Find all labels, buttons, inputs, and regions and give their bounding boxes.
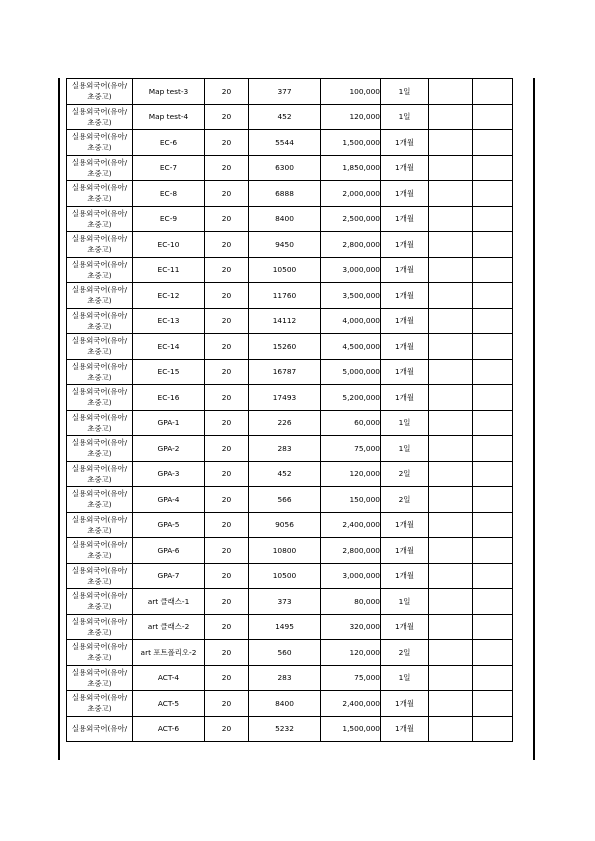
empty-cell [473,79,513,105]
duration-cell: 1일 [381,104,429,130]
capacity-cell: 20 [205,130,249,156]
count-cell: 15260 [249,334,321,360]
empty-cell [429,538,473,564]
subject-cell [67,640,133,666]
empty-cell [473,359,513,385]
course-name-cell: Map test-3 [133,79,205,105]
subject-cell [67,614,133,640]
duration-cell: 1개월 [381,385,429,411]
subject-line-2: 초중고) [87,321,112,331]
duration-cell: 1일 [381,589,429,615]
subject-line-2: 초중고) [87,92,112,102]
table-row [67,436,513,462]
duration-cell: 1개월 [381,130,429,156]
subject-line-2: 초중고) [87,474,112,484]
table-row [67,232,513,258]
left-margin-rule [58,78,60,760]
price-cell: 320,000 [321,614,381,640]
empty-cell [429,79,473,105]
duration-cell: 1개월 [381,614,429,640]
empty-cell [473,436,513,462]
course-name-cell: GPA-5 [133,512,205,538]
course-name-cell: EC-14 [133,334,205,360]
duration-cell: 2일 [381,487,429,513]
price-cell: 80,000 [321,589,381,615]
subject-line-1: 실용외국어(유아/ [71,208,128,218]
course-name-cell: GPA-3 [133,461,205,487]
price-cell: 2,400,000 [321,691,381,717]
subject-line-1: 실용외국어(유아/ [71,693,128,703]
course-name-cell: EC-13 [133,308,205,334]
price-cell: 2,500,000 [321,206,381,232]
subject-cell [67,563,133,589]
capacity-cell: 20 [205,640,249,666]
price-cell: 3,000,000 [321,563,381,589]
table-row [67,589,513,615]
count-cell: 14112 [249,308,321,334]
subject-line-1: 실용외국어(유아/ [71,616,128,626]
empty-cell [473,130,513,156]
table-body [67,79,513,742]
table-row [67,385,513,411]
count-cell: 226 [249,410,321,436]
subject-cell [67,461,133,487]
subject-line-1: 실용외국어(유아/ [71,361,128,371]
subject-cell [67,665,133,691]
subject-line-2: 초중고) [87,449,112,459]
empty-cell [429,512,473,538]
table-row [67,283,513,309]
duration-cell: 2일 [381,461,429,487]
table-row [67,563,513,589]
count-cell: 10800 [249,538,321,564]
duration-cell: 1개월 [381,257,429,283]
capacity-cell: 20 [205,79,249,105]
empty-cell [473,206,513,232]
subject-cell [67,691,133,717]
table-row [67,104,513,130]
count-cell: 283 [249,665,321,691]
subject-line-2: 초중고) [87,500,112,510]
subject-line-2: 초중고) [87,576,112,586]
empty-cell [429,716,473,742]
subject-line-1: 실용외국어(유아/ [71,667,128,677]
subject-line-1: 실용외국어(유아/ [71,412,128,422]
subject-line-1: 실용외국어(유아/ [71,489,128,499]
subject-line-2: 초중고) [87,653,112,663]
capacity-cell: 20 [205,334,249,360]
price-cell: 5,000,000 [321,359,381,385]
capacity-cell: 20 [205,283,249,309]
table-row [67,130,513,156]
count-cell: 1495 [249,614,321,640]
count-cell: 11760 [249,283,321,309]
empty-cell [473,410,513,436]
empty-cell [429,334,473,360]
right-margin-rule [533,78,535,760]
subject-line-1: 실용외국어(유아/ [71,183,128,193]
course-price-table [66,78,513,742]
course-name-cell: EC-6 [133,130,205,156]
empty-cell [429,104,473,130]
subject-cell [67,104,133,130]
price-cell: 4,500,000 [321,334,381,360]
table-row [67,512,513,538]
empty-cell [473,283,513,309]
capacity-cell: 20 [205,538,249,564]
duration-cell: 2일 [381,640,429,666]
table-row [67,665,513,691]
empty-cell [429,640,473,666]
table-row [67,538,513,564]
duration-cell: 1개월 [381,334,429,360]
subject-line-2: 초중고) [87,678,112,688]
price-cell: 75,000 [321,665,381,691]
empty-cell [473,487,513,513]
subject-cell [67,436,133,462]
subject-cell [67,410,133,436]
subject-line-2: 초중고) [87,117,112,127]
empty-cell [473,155,513,181]
course-name-cell: art 클래스-2 [133,614,205,640]
empty-cell [473,538,513,564]
subject-line-2: 초중고) [87,525,112,535]
course-name-cell: EC-9 [133,206,205,232]
empty-cell [429,487,473,513]
count-cell: 8400 [249,206,321,232]
course-name-cell: GPA-1 [133,410,205,436]
empty-cell [473,461,513,487]
subject-line-1: 실용외국어(유아/ [71,310,128,320]
subject-line-1: 실용외국어(유아/ [71,724,128,734]
subject-cell [67,257,133,283]
table-row [67,461,513,487]
subject-line-2: 초중고) [87,194,112,204]
course-name-cell: art 클래스-1 [133,589,205,615]
subject-line-2: 초중고) [87,602,112,612]
course-name-cell: EC-15 [133,359,205,385]
price-cell: 1,850,000 [321,155,381,181]
subject-cell [67,538,133,564]
empty-cell [429,232,473,258]
subject-line-2: 초중고) [87,270,112,280]
empty-cell [429,461,473,487]
subject-line-1: 실용외국어(유아/ [71,591,128,601]
subject-line-2: 초중고) [87,219,112,229]
empty-cell [429,614,473,640]
subject-cell [67,155,133,181]
count-cell: 10500 [249,257,321,283]
subject-line-1: 실용외국어(유아/ [71,259,128,269]
empty-cell [429,691,473,717]
empty-cell [473,563,513,589]
subject-line-2: 초중고) [87,551,112,561]
table-row [67,614,513,640]
count-cell: 17493 [249,385,321,411]
table-row [67,640,513,666]
capacity-cell: 20 [205,716,249,742]
subject-cell [67,334,133,360]
capacity-cell: 20 [205,614,249,640]
empty-cell [429,283,473,309]
subject-line-1: 실용외국어(유아/ [71,132,128,142]
count-cell: 9056 [249,512,321,538]
capacity-cell: 20 [205,232,249,258]
table-row [67,334,513,360]
subject-line-1: 실용외국어(유아/ [71,514,128,524]
subject-cell [67,181,133,207]
subject-line-1: 실용외국어(유아/ [71,285,128,295]
empty-cell [473,640,513,666]
capacity-cell: 20 [205,436,249,462]
subject-line-2: 초중고) [87,398,112,408]
course-name-cell: ACT-6 [133,716,205,742]
empty-cell [473,308,513,334]
capacity-cell: 20 [205,206,249,232]
subject-line-2: 초중고) [87,627,112,637]
empty-cell [473,665,513,691]
course-name-cell: EC-12 [133,283,205,309]
empty-cell [429,359,473,385]
duration-cell: 1개월 [381,283,429,309]
capacity-cell: 20 [205,257,249,283]
subject-line-1: 실용외국어(유아/ [71,81,128,91]
price-cell: 2,800,000 [321,538,381,564]
empty-cell [473,614,513,640]
duration-cell: 1일 [381,665,429,691]
empty-cell [429,385,473,411]
price-cell: 2,000,000 [321,181,381,207]
count-cell: 283 [249,436,321,462]
duration-cell: 1개월 [381,308,429,334]
capacity-cell: 20 [205,155,249,181]
subject-cell [67,512,133,538]
table-row [67,487,513,513]
empty-cell [429,410,473,436]
subject-cell [67,589,133,615]
subject-cell [67,79,133,105]
price-cell: 3,000,000 [321,257,381,283]
empty-cell [473,385,513,411]
price-cell: 120,000 [321,104,381,130]
course-name-cell: EC-7 [133,155,205,181]
course-name-cell: GPA-6 [133,538,205,564]
table-row [67,257,513,283]
subject-line-1: 실용외국어(유아/ [71,157,128,167]
course-name-cell: EC-16 [133,385,205,411]
capacity-cell: 20 [205,308,249,334]
price-cell: 120,000 [321,461,381,487]
table-row [67,691,513,717]
empty-cell [429,130,473,156]
capacity-cell: 20 [205,487,249,513]
empty-cell [473,589,513,615]
count-cell: 8400 [249,691,321,717]
capacity-cell: 20 [205,691,249,717]
subject-line-1: 실용외국어(유아/ [71,642,128,652]
course-name-cell: ACT-5 [133,691,205,717]
empty-cell [429,665,473,691]
subject-cell [67,130,133,156]
price-cell: 150,000 [321,487,381,513]
duration-cell: 1개월 [381,232,429,258]
count-cell: 10500 [249,563,321,589]
price-cell: 100,000 [321,79,381,105]
table-row [67,716,513,742]
count-cell: 377 [249,79,321,105]
table-row [67,206,513,232]
count-cell: 452 [249,104,321,130]
table-row [67,410,513,436]
capacity-cell: 20 [205,512,249,538]
capacity-cell: 20 [205,104,249,130]
price-cell: 1,500,000 [321,716,381,742]
count-cell: 5232 [249,716,321,742]
empty-cell [429,257,473,283]
duration-cell: 1개월 [381,181,429,207]
subject-line-2: 초중고) [87,423,112,433]
capacity-cell: 20 [205,385,249,411]
empty-cell [473,716,513,742]
empty-cell [473,512,513,538]
count-cell: 6888 [249,181,321,207]
subject-line-2: 초중고) [87,168,112,178]
price-cell: 2,800,000 [321,232,381,258]
subject-line-2: 초중고) [87,704,112,714]
subject-cell [67,283,133,309]
empty-cell [473,104,513,130]
course-name-cell: Map test-4 [133,104,205,130]
price-cell: 120,000 [321,640,381,666]
subject-line-2: 초중고) [87,143,112,153]
subject-line-2: 초중고) [87,245,112,255]
empty-cell [473,181,513,207]
empty-cell [429,589,473,615]
empty-cell [429,206,473,232]
count-cell: 566 [249,487,321,513]
capacity-cell: 20 [205,589,249,615]
table-row [67,79,513,105]
count-cell: 373 [249,589,321,615]
empty-cell [429,308,473,334]
subject-line-2: 초중고) [87,296,112,306]
empty-cell [429,436,473,462]
price-cell: 5,200,000 [321,385,381,411]
subject-line-2: 초중고) [87,372,112,382]
empty-cell [429,181,473,207]
course-name-cell: art 포트폴리오-2 [133,640,205,666]
subject-cell [67,359,133,385]
capacity-cell: 20 [205,181,249,207]
count-cell: 9450 [249,232,321,258]
subject-line-2: 초중고) [87,347,112,357]
empty-cell [473,257,513,283]
subject-cell [67,232,133,258]
duration-cell: 1개월 [381,691,429,717]
duration-cell: 1일 [381,410,429,436]
capacity-cell: 20 [205,461,249,487]
course-name-cell: GPA-4 [133,487,205,513]
empty-cell [429,563,473,589]
capacity-cell: 20 [205,665,249,691]
course-name-cell: ACT-4 [133,665,205,691]
course-name-cell: GPA-7 [133,563,205,589]
course-name-cell: EC-8 [133,181,205,207]
price-cell: 4,000,000 [321,308,381,334]
subject-cell [67,716,133,742]
subject-line-1: 실용외국어(유아/ [71,387,128,397]
subject-line-1: 실용외국어(유아/ [71,438,128,448]
duration-cell: 1개월 [381,538,429,564]
subject-line-1: 실용외국어(유아/ [71,106,128,116]
count-cell: 5544 [249,130,321,156]
capacity-cell: 20 [205,359,249,385]
duration-cell: 1개월 [381,716,429,742]
empty-cell [429,155,473,181]
empty-cell [473,334,513,360]
duration-cell: 1개월 [381,206,429,232]
subject-line-1: 실용외국어(유아/ [71,463,128,473]
subject-line-1: 실용외국어(유아/ [71,565,128,575]
subject-line-1: 실용외국어(유아/ [71,540,128,550]
table-row [67,308,513,334]
count-cell: 6300 [249,155,321,181]
count-cell: 16787 [249,359,321,385]
count-cell: 452 [249,461,321,487]
capacity-cell: 20 [205,563,249,589]
duration-cell: 1개월 [381,563,429,589]
capacity-cell: 20 [205,410,249,436]
duration-cell: 1일 [381,79,429,105]
course-name-cell: GPA-2 [133,436,205,462]
price-cell: 3,500,000 [321,283,381,309]
subject-line-1: 실용외국어(유아/ [71,234,128,244]
duration-cell: 1일 [381,436,429,462]
table-row [67,181,513,207]
course-name-cell: EC-10 [133,232,205,258]
price-cell: 60,000 [321,410,381,436]
table-row [67,359,513,385]
empty-cell [473,691,513,717]
subject-cell [67,206,133,232]
subject-cell [67,385,133,411]
duration-cell: 1개월 [381,512,429,538]
count-cell: 560 [249,640,321,666]
price-cell: 75,000 [321,436,381,462]
subject-cell [67,308,133,334]
course-name-cell: EC-11 [133,257,205,283]
table-row [67,155,513,181]
empty-cell [473,232,513,258]
subject-line-1: 실용외국어(유아/ [71,336,128,346]
duration-cell: 1개월 [381,359,429,385]
price-cell: 2,400,000 [321,512,381,538]
duration-cell: 1개월 [381,155,429,181]
price-cell: 1,500,000 [321,130,381,156]
subject-cell [67,487,133,513]
